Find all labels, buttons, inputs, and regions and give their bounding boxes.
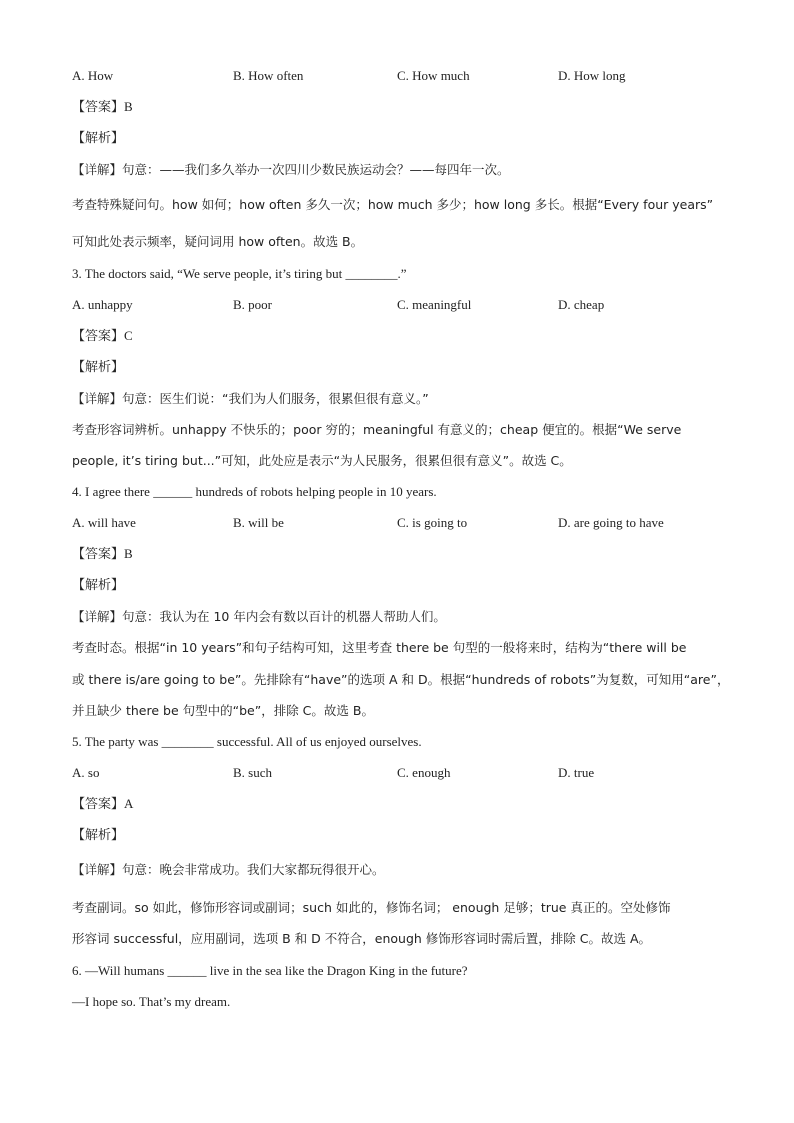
answer-tag: 【答案】 [72, 100, 125, 115]
q4-explanation-line-3: 并且缺少 there be 句型中的“be”，排除 C。故选 B。 [72, 703, 374, 718]
q2-explanation-line-2: 可知此处表示频率，疑问词用 how often。故选 B。 [72, 234, 364, 249]
q3-answer-line [72, 327, 133, 346]
answer-tag: 【答案】 [72, 797, 125, 812]
q5-options [72, 764, 712, 782]
q2-analysis-heading: 【解析】 [72, 131, 125, 146]
q4-explanation-line-2: 或 there is/are going to be”。先排除有“have”的选项 A 和 D。根据“hundreds of robots”为复数，可知用“are”， [72, 672, 730, 687]
option-b: B. such [233, 765, 272, 780]
option-b: B. How often [233, 68, 304, 83]
answer-value: B [124, 99, 133, 114]
q3-analysis-heading: 【解析】 [72, 360, 125, 375]
q2-options [72, 67, 712, 85]
q2-answer-line [72, 98, 133, 117]
q3-question: 3. The doctors said, “We serve people, it’s tiring but ________.” [72, 266, 407, 281]
q3-detail: 【详解】句意：医生们说：“我们为人们服务，很累但很有意义。” [72, 391, 429, 406]
q4-detail: 【详解】句意：我认为在 10 年内会有数以百计的机器人帮助人们。 [72, 609, 446, 624]
option-c: C. is going to [397, 515, 468, 530]
option-d: D. are going to have [558, 515, 664, 530]
q5-detail: 【详解】句意：晚会非常成功。我们大家都玩得很开心。 [72, 862, 385, 877]
option-a: A. will have [72, 515, 136, 530]
q5-answer-line [72, 795, 133, 814]
q5-question: 5. The party was ________ successful. All of us enjoyed ourselves. [72, 734, 422, 749]
q4-explanation-line-1: 考查时态。根据“in 10 years”和句子结构可知，这里考查 there be 句型的一般将来时，结构为“there will be [72, 640, 687, 655]
answer-tag: 【答案】 [72, 329, 125, 344]
answer-value: B [124, 546, 133, 561]
option-d: D. How long [558, 68, 626, 83]
q3-options [72, 296, 712, 314]
option-d: D. cheap [558, 297, 605, 312]
answer-value: A [124, 796, 134, 811]
q4-answer-line [72, 545, 133, 564]
option-c: C. How much [397, 68, 470, 83]
q2-explanation-line-1: 考查特殊疑问句。how 如何；how often 多久一次；how much 多少；how long 多长。根据“Every four years” [72, 197, 714, 212]
q4-question: 4. I agree there ______ hundreds of robots helping people in 10 years. [72, 484, 437, 499]
option-a: A. How [72, 68, 114, 83]
option-c: C. enough [397, 765, 451, 780]
answer-value: C [124, 328, 133, 343]
option-c: C. meaningful [397, 297, 472, 312]
option-a: A. so [72, 765, 100, 780]
option-a: A. unhappy [72, 297, 133, 312]
q2-detail: 【详解】句意：——我们多久举办一次四川少数民族运动会？——每四年一次。 [72, 162, 510, 177]
q5-explanation-line-2: 形容词 successful，应用副词，选项 B 和 D 不符合，enough 修饰形容词时需后置，排除 C。故选 A。 [72, 931, 651, 946]
q3-explanation-line-1: 考查形容词辨析。unhappy 不快乐的；poor 穷的；meaningful 有意义的；cheap 便宜的。根据“We serve [72, 422, 682, 437]
q5-analysis-heading: 【解析】 [72, 828, 125, 843]
q5-explanation-line-1: 考查副词。so 如此，修饰形容词或副词；such 如此的，修饰名词； enough 足够；true 真正的。空处修饰 [72, 900, 671, 915]
answer-tag: 【答案】 [72, 547, 125, 562]
q4-options [72, 514, 712, 532]
option-d: D. true [558, 765, 595, 780]
q3-explanation-line-2: people, it’s tiring but...”可知，此处应是表示“为人民服务，很累但很有意义”。故选 C。 [72, 453, 572, 468]
q6-question: 6. —Will humans ______ live in the sea like the Dragon King in the future? [72, 963, 468, 978]
q6-reply: —I hope so. That’s my dream. [72, 994, 231, 1009]
option-b: B. will be [233, 515, 284, 530]
option-b: B. poor [233, 297, 272, 312]
q4-analysis-heading: 【解析】 [72, 578, 125, 593]
